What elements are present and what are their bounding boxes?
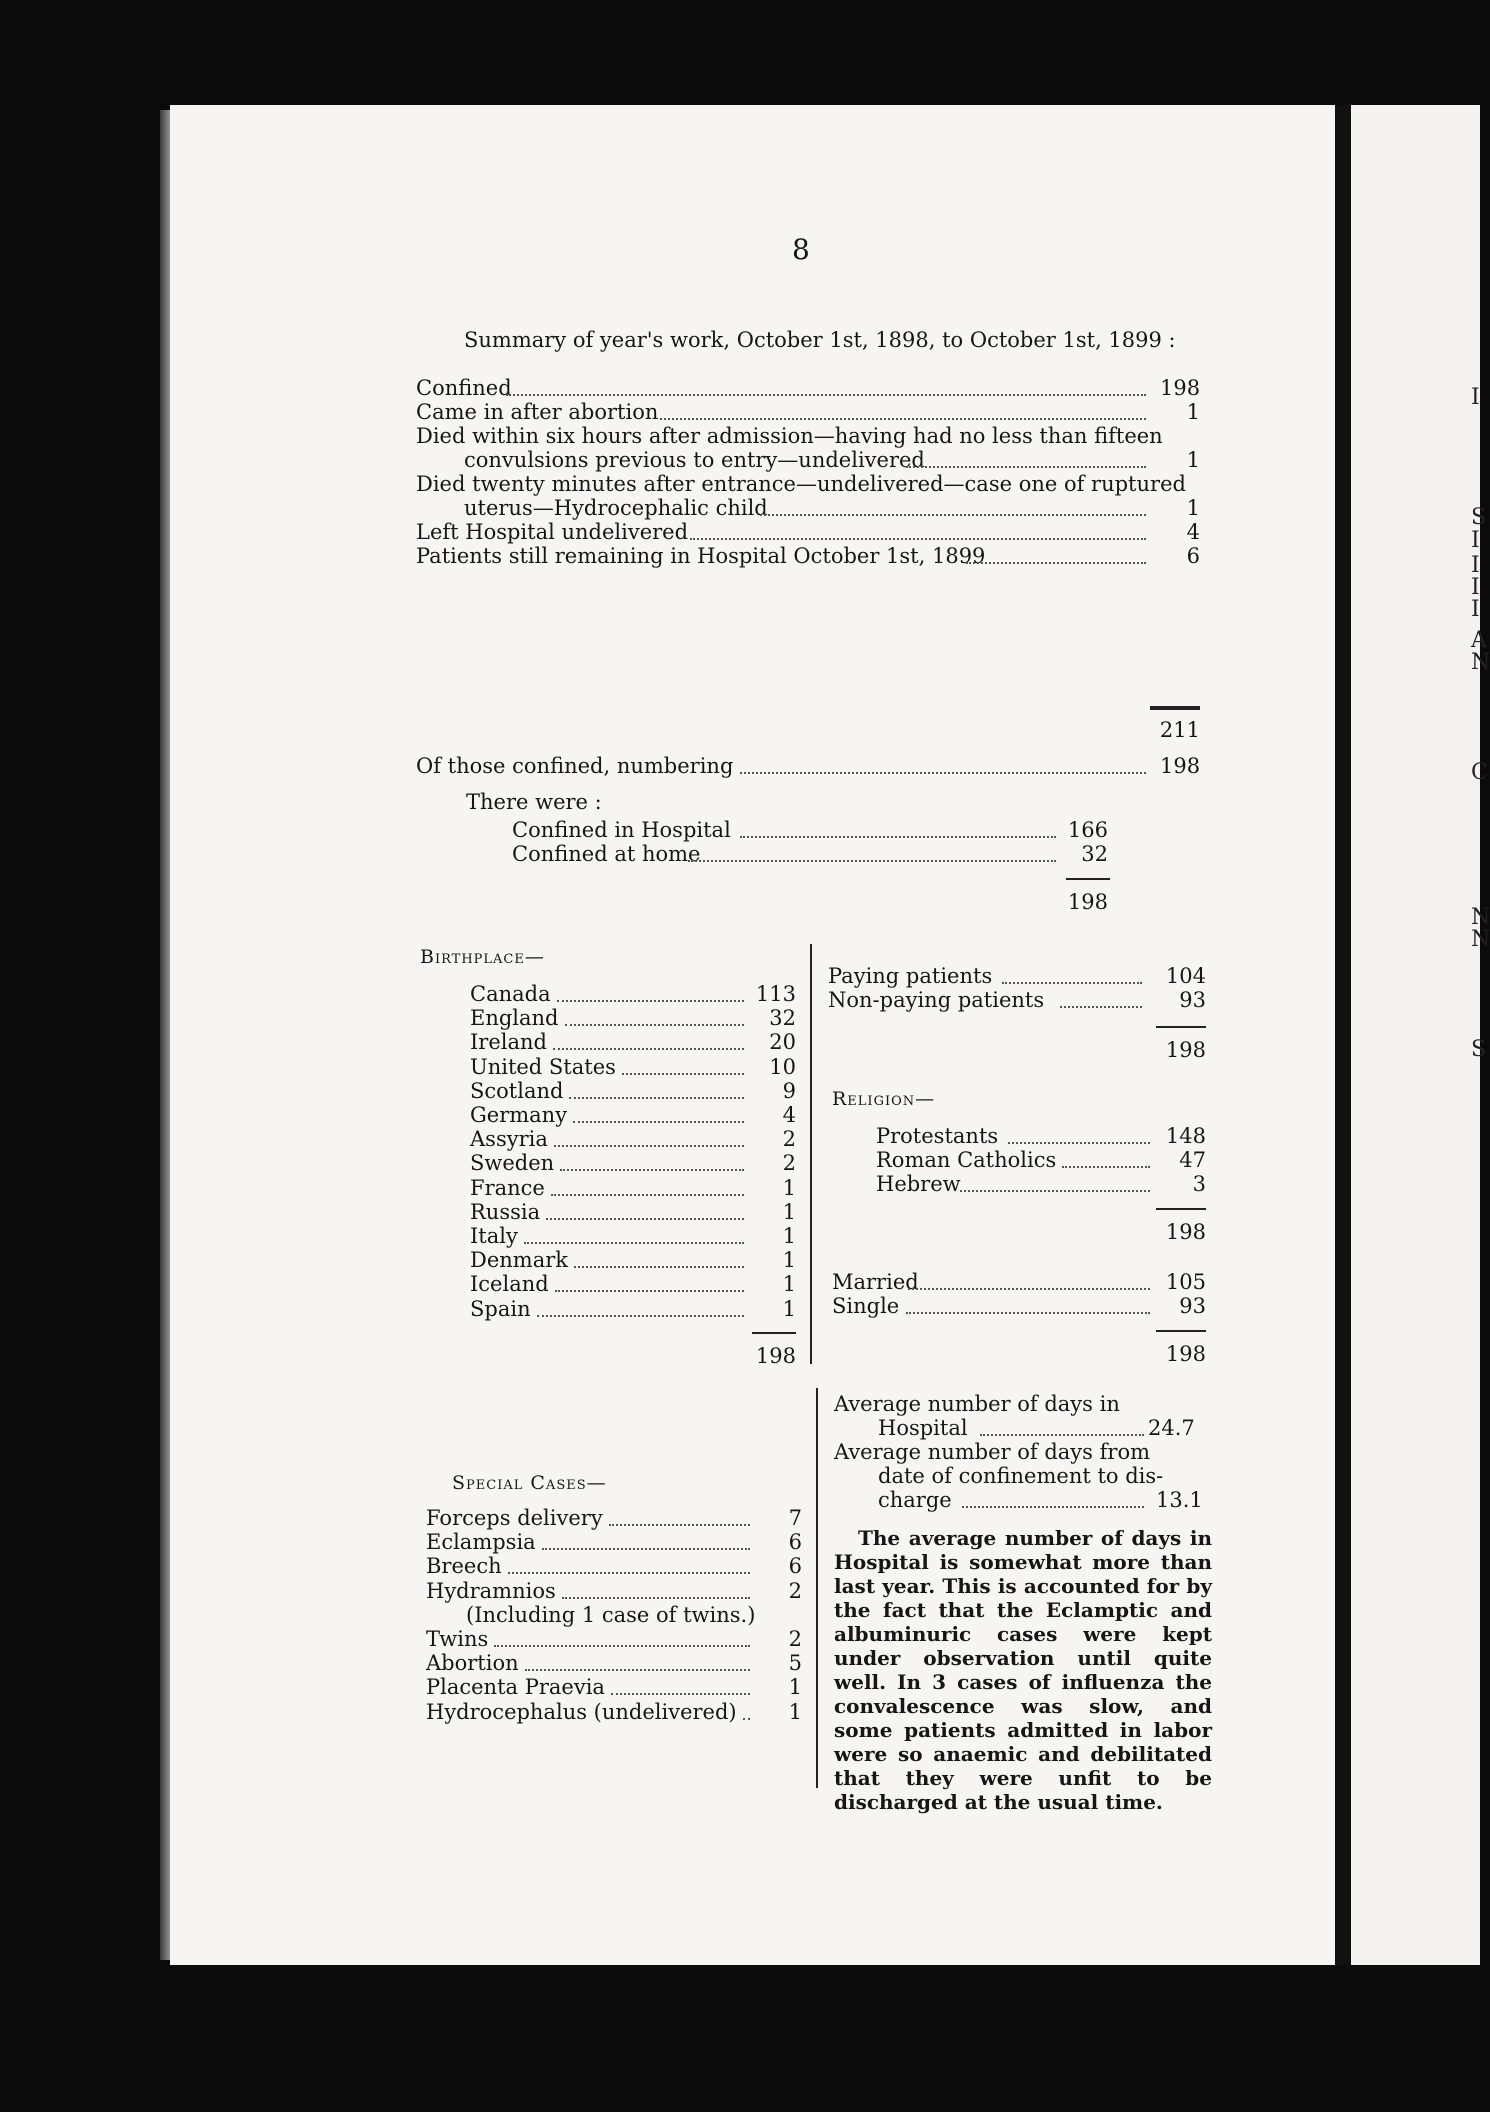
birthplace-value: 1 — [782, 1224, 796, 1248]
leader-dots — [622, 1073, 744, 1075]
birthplace-value: 1 — [782, 1296, 796, 1321]
religion-value: 3 — [1192, 1172, 1206, 1196]
paying-total: 198 — [1165, 1038, 1206, 1062]
confined-label: Of those confined, numbering — [416, 754, 734, 778]
birthplace-value: 2 — [782, 1151, 796, 1176]
book-gutter — [1335, 105, 1351, 1965]
adjacent-page-letter: I — [1471, 528, 1480, 553]
column-divider — [816, 1388, 818, 1788]
special-case-label: Twins — [426, 1627, 489, 1651]
birthplace-label: Assyria — [470, 1127, 548, 1152]
leader-dots — [562, 1597, 750, 1599]
leader-dots — [740, 772, 1146, 774]
special-case-value: 2 — [788, 1627, 802, 1651]
adjacent-page-letter: I — [1471, 385, 1480, 410]
birthplace-value: 32 — [769, 1006, 796, 1031]
birthplace-label: Russia — [470, 1199, 541, 1224]
summary-label: Died within six hours after admission—having had no less than fifteen — [416, 424, 1163, 448]
adjacent-page-letter: S — [1471, 1037, 1487, 1062]
special-case-label: (Including 1 case of twins.) — [466, 1602, 756, 1627]
leader-dots — [962, 1506, 1144, 1508]
birthplace-value: 2 — [782, 1127, 796, 1152]
birthplace-value: 10 — [769, 1054, 796, 1079]
average-confinement-value: 13.1 — [1156, 1488, 1203, 1512]
special-case-label: Eclampsia — [426, 1530, 536, 1555]
there-were-label: There were : — [466, 790, 602, 814]
birthplace-label: Spain — [470, 1296, 531, 1321]
summary-label: Left Hospital undelivered — [416, 520, 689, 544]
summary-value: 1 — [1186, 400, 1200, 424]
birthplace-value: 4 — [782, 1103, 796, 1127]
summary-label: Confined — [416, 376, 512, 400]
birthplace-label: Italy — [470, 1224, 518, 1248]
average-hospital-value: 24.7 — [1148, 1416, 1195, 1440]
adjacent-page-letter: S — [1471, 505, 1487, 530]
adjacent-page-letter: I — [1471, 597, 1480, 622]
page-number: 8 — [792, 233, 810, 266]
total-rule — [1156, 1208, 1206, 1210]
note-paragraph: The average number of days in Hospital is somewhat more than last year. This is accounted for by the fact that the Eclamptic and albuminuric cases were kept under observation until quite well. In 3 cases of influenza the convalescence was slow, and some patients admitted in labor were so anaemic and debilitated that they were unfit to be discharged at the usual time. — [834, 1526, 1212, 1814]
summary-value: 1 — [1186, 496, 1200, 520]
birthplace-label: Iceland — [470, 1272, 549, 1297]
birthplace-label: Sweden — [470, 1151, 555, 1176]
birthplace-value: 1 — [782, 1248, 796, 1273]
birthplace-label: Germany — [470, 1103, 568, 1127]
leader-dots — [660, 418, 1146, 420]
leader-dots — [542, 1548, 750, 1550]
birthplace-label: England — [470, 1006, 559, 1031]
average-confinement-line: Average number of days from — [834, 1440, 1150, 1464]
adjacent-page-letter: C — [1471, 760, 1488, 785]
leader-dots — [609, 1524, 750, 1526]
leader-dots — [555, 1290, 744, 1292]
confined-value: 198 — [1160, 754, 1201, 778]
special-case-label: Placenta Praevia — [426, 1675, 605, 1700]
confined-row-value: 166 — [1067, 818, 1108, 842]
average-confinement-line: date of confinement to dis- — [878, 1464, 1164, 1488]
leader-dots — [760, 514, 1146, 516]
leader-dots — [1008, 1142, 1150, 1144]
leader-dots — [557, 1000, 744, 1002]
summary-label: Patients still remaining in Hospital October 1st, 1899 — [416, 544, 986, 568]
leader-dots — [551, 1194, 744, 1196]
adjacent-page — [1351, 105, 1490, 1965]
birthplace-heading: Birthplace— — [420, 946, 545, 968]
total-rule — [1156, 1330, 1206, 1332]
summary-label: convulsions previous to entry—undelivered — [464, 448, 925, 472]
column-divider — [810, 944, 812, 1364]
birthplace-value: 9 — [782, 1078, 796, 1103]
religion-label: Protestants — [876, 1124, 999, 1148]
special-case-label: Breech — [426, 1554, 502, 1579]
adjacent-page-letter: N — [1471, 650, 1490, 675]
special-case-value: 2 — [788, 1578, 802, 1603]
confined-total: 198 — [1067, 890, 1108, 914]
religion-value: 47 — [1179, 1148, 1206, 1172]
religion-total: 198 — [1165, 1220, 1206, 1244]
marital-value: 105 — [1165, 1270, 1206, 1294]
marital-total: 198 — [1165, 1342, 1206, 1366]
special-case-value: 6 — [788, 1554, 802, 1579]
leader-dots — [1002, 982, 1142, 984]
leader-dots — [1060, 1006, 1142, 1008]
special-case-value: 5 — [788, 1651, 802, 1676]
special-case-value: 6 — [788, 1530, 802, 1555]
adjacent-page-letter: N — [1471, 927, 1490, 952]
summary-label: Died twenty minutes after entrance—undelivered—case one of ruptured — [416, 472, 1186, 496]
leader-dots — [569, 1097, 744, 1099]
special-case-value: 1 — [788, 1675, 802, 1700]
summary-title: Summary of year's work, October 1st, 1898, to October 1st, 1899 : — [464, 328, 1176, 352]
special-cases-heading: Special Cases— — [452, 1472, 607, 1494]
leader-dots — [960, 1190, 1150, 1192]
leader-dots — [908, 1288, 1150, 1290]
summary-value: 6 — [1186, 544, 1200, 568]
leader-dots — [688, 860, 1056, 862]
paying-value: 93 — [1179, 988, 1206, 1012]
marital-label: Single — [832, 1294, 900, 1318]
leader-dots — [560, 1169, 744, 1171]
leader-dots — [553, 1048, 744, 1050]
leader-dots — [906, 1312, 1150, 1314]
birthplace-label: France — [470, 1175, 545, 1200]
leader-dots — [743, 1718, 750, 1720]
paying-label: Paying patients — [828, 964, 993, 988]
special-case-label: Hydrocephalus (undelivered) — [426, 1699, 737, 1724]
religion-heading: Religion— — [832, 1088, 936, 1110]
religion-label: Hebrew — [876, 1172, 961, 1196]
birthplace-value: 1 — [782, 1199, 796, 1224]
birthplace-total: 198 — [755, 1344, 796, 1368]
summary-total: 211 — [1159, 718, 1200, 742]
leader-dots — [554, 1145, 744, 1147]
leader-dots — [906, 466, 1146, 468]
leader-dots — [508, 1572, 750, 1574]
special-case-label: Hydramnios — [426, 1578, 556, 1603]
birthplace-label: Scotland — [470, 1078, 564, 1103]
total-rule — [1066, 878, 1110, 880]
religion-label: Roman Catholics — [876, 1148, 1057, 1172]
summary-value: 4 — [1186, 520, 1200, 544]
birthplace-value: 1 — [782, 1175, 796, 1200]
total-rule — [752, 1332, 796, 1334]
marital-value: 93 — [1179, 1294, 1206, 1318]
leader-dots — [506, 394, 1146, 396]
confined-row-label: Confined in Hospital — [512, 818, 731, 842]
average-hospital-line: Hospital — [878, 1416, 968, 1440]
birthplace-value: 1 — [782, 1272, 796, 1297]
leader-dots — [690, 538, 1146, 540]
adjacent-page-letter: I — [1471, 553, 1480, 578]
leader-dots — [524, 1242, 744, 1244]
summary-label: uterus—Hydrocephalic child — [464, 496, 768, 520]
leader-dots — [966, 562, 1146, 564]
confined-row-value: 32 — [1081, 842, 1108, 866]
adjacent-page-letter: A — [1471, 628, 1487, 653]
special-case-value: 7 — [788, 1506, 802, 1530]
leader-dots — [574, 1266, 744, 1268]
leader-dots — [494, 1645, 750, 1647]
leader-dots — [740, 836, 1056, 838]
leader-dots — [537, 1315, 744, 1317]
summary-value: 1 — [1186, 448, 1200, 472]
birthplace-value: 20 — [769, 1030, 796, 1055]
paying-label: Non-paying patients — [828, 988, 1045, 1012]
adjacent-page-letter: N — [1471, 905, 1490, 930]
birthplace-value: 113 — [755, 982, 796, 1006]
paying-value: 104 — [1165, 964, 1206, 988]
leader-dots — [980, 1434, 1144, 1436]
leader-dots — [1062, 1166, 1150, 1168]
leader-dots — [565, 1024, 744, 1026]
special-case-label: Abortion — [426, 1651, 519, 1676]
adjacent-page-letter: I — [1471, 575, 1480, 600]
religion-value: 148 — [1165, 1124, 1206, 1148]
leader-dots — [546, 1218, 744, 1220]
birthplace-label: Canada — [470, 982, 551, 1006]
summary-value: 198 — [1160, 376, 1201, 400]
total-rule — [1150, 708, 1200, 710]
birthplace-label: United States — [470, 1054, 616, 1079]
total-rule — [1156, 1026, 1206, 1028]
average-confinement-line: charge — [878, 1488, 952, 1512]
special-case-value: 1 — [788, 1699, 802, 1724]
leader-dots — [611, 1693, 750, 1695]
birthplace-label: Ireland — [470, 1030, 547, 1055]
leader-dots — [525, 1669, 750, 1671]
average-hospital-line: Average number of days in — [834, 1392, 1120, 1416]
confined-row-label: Confined at home — [512, 842, 701, 866]
summary-label: Came in after abortion — [416, 400, 659, 424]
leader-dots — [573, 1121, 744, 1123]
birthplace-label: Denmark — [470, 1248, 568, 1273]
marital-label: Married — [832, 1270, 919, 1294]
special-case-label: Forceps delivery — [426, 1506, 603, 1530]
